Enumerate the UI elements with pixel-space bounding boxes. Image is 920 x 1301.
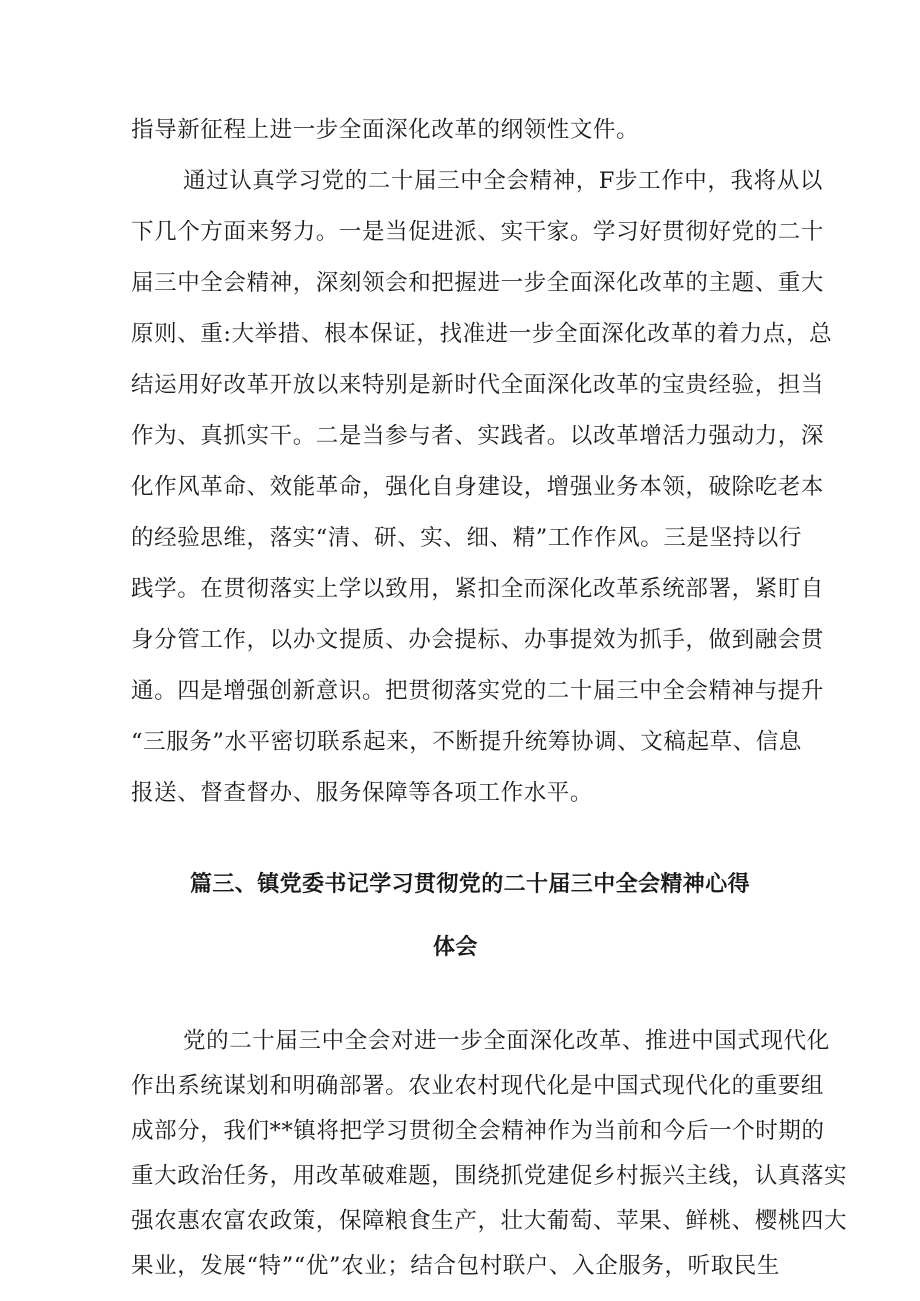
text-line: 作出系统谋划和明确部署。农业农村现代化是中国式现代化的重要组 (131, 1073, 825, 1099)
text-line: 届三中全会精神，深刻领会和把握进一步全面深化改革的主题、重大 (131, 270, 825, 296)
text-line: 成部分，我们**镇将把学习贯彻全会精神作为当前和今后一个时期的 (131, 1118, 825, 1144)
text-line: 重大政治任务，用改革破难题，围绕抓党建促乡村振兴主线，认真落实 (131, 1163, 848, 1189)
text-line: 结运用好改革开放以来特别是新时代全面深化改革的宝贵经验，担当 (131, 372, 825, 398)
text-line: 作为、真抓实干。二是当参与者、实践者。以改革增活力强动力，深 (131, 423, 825, 449)
text-line: 果业，发展“特”“优”农业；结合包村联户、入企服务，听取民生 (131, 1253, 781, 1279)
text-line: 原则、重:大举措、根本保证，找准进一步全面深化改革的着力点，总 (131, 321, 833, 347)
text-line: 化作风革命、效能革命，强化自身建设，增强业务本领，破除吃老本 (131, 474, 825, 500)
text-line: 党的二十届三中全会对进一步全面深化改革、推进中国式现代化 (183, 1028, 830, 1054)
text-line: 报送、督查督办、服务保障等各项工作水平。 (131, 780, 594, 806)
text-line: 强农惠农富农政策，保障粮食生产，壮大葡萄、苹果、鲜桃、樱桃四大 (131, 1208, 848, 1234)
heading-line: 篇三、镇党委书记学习贯彻党的二十届三中全会精神心得 (190, 872, 751, 897)
text-line: “三服务”水平密切联系起来，不断提升统筹协调、文稿起草、信息 (131, 729, 803, 755)
text-line: 身分管工作，以办文提质、办会提标、办事提效为抓手，做到融会贯 (131, 627, 825, 653)
text-line: 指导新征程上进一步全面深化改革的纲领性文件。 (131, 117, 640, 143)
text-line: 的经验思维，落实“清、研、实、细、精”工作作风。三是坚持以行 (131, 525, 803, 551)
text-line: 下几个方面来努力。一是当促进派、实干家。学习好贯彻好党的二十 (131, 219, 825, 245)
text-line: 通过认真学习党的二十届三中全会精神，F步工作中，我将从以 (183, 168, 823, 194)
text-line: 通。四是增强创新意识。把贯彻落实党的二十届三中全会精神与提升 (131, 678, 825, 704)
heading-line: 体会 (433, 935, 478, 960)
text-line: 践学。在贯彻落实上学以致用，紧扣全而深化改革系统部署，紧盯自 (131, 576, 825, 602)
